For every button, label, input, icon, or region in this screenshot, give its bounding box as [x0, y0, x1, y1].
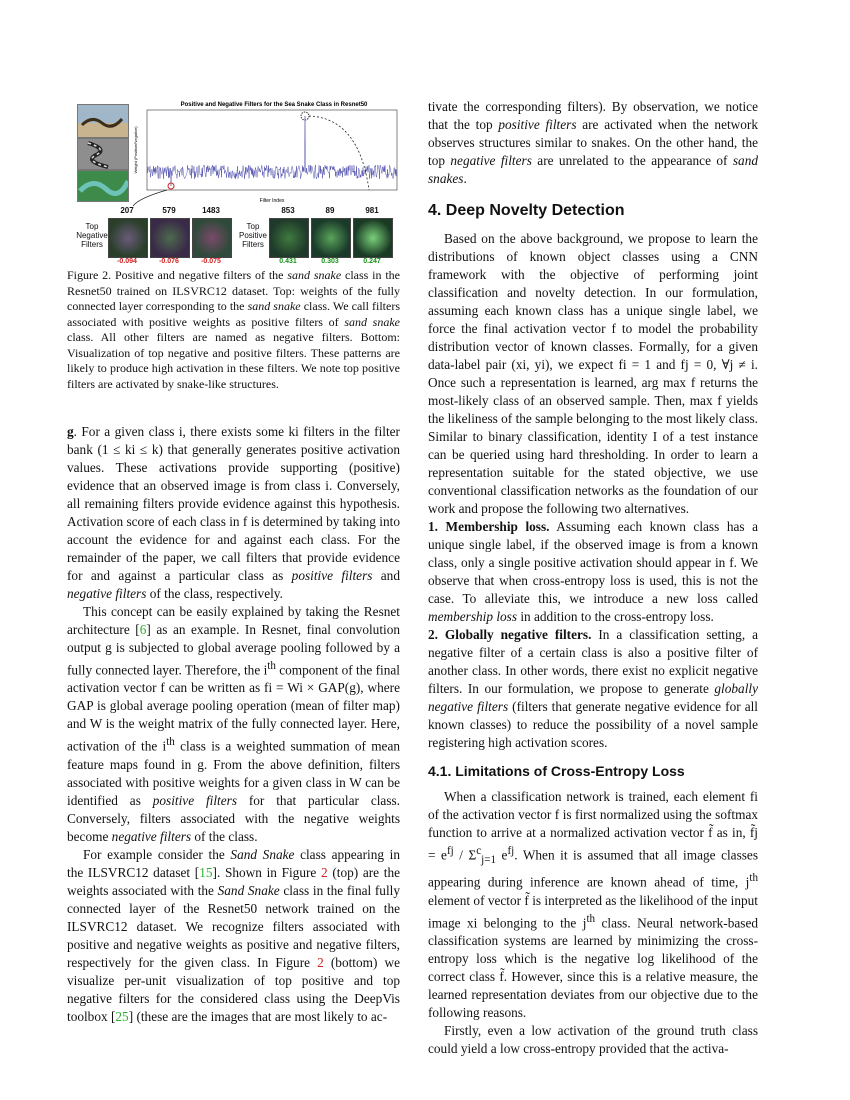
pos-filter-weight-1: 0.431	[279, 258, 297, 265]
neg-filter-index-1: 207	[120, 206, 134, 215]
neg-filter-index-2: 579	[162, 206, 176, 215]
pos-filter-index-1: 853	[281, 206, 295, 215]
neg-filter-visual-1	[108, 218, 148, 258]
neg-filter-index-3: 1483	[202, 206, 220, 215]
pos-filter-visual-1	[269, 218, 309, 258]
plot-title: Positive and Negative Filters for the Sea Snake Class in Resnet50	[180, 102, 368, 108]
neg-filter-weight-1: -0.094	[117, 258, 137, 265]
snake-photo-1	[77, 104, 129, 138]
citation-link[interactable]: 6	[139, 622, 147, 637]
snake-photo-3	[77, 170, 129, 202]
top-negative-label: Top Negative Filters	[76, 222, 108, 249]
citation-link[interactable]: 25	[115, 1008, 129, 1024]
figure-caption: Figure 2. Positive and negative filters of the sand snake class in the Resnet50 trained on ILSVRC12 dataset. Top: weights of the fully connected layer corresponding to the sand snake class. We call filters associated with positive weights as positive filters of sand snake class. All other filters are named as negative filters. Bottom: Visualization of top negative and positive filters. These patterns are likely to produce high activation in these filters. We note top positive filters are activated by snake-like structures.	[67, 268, 401, 391]
paragraph: When a classification network is trained, each element fi of the activation vector f is first normalized using the softmax function to arrive at a normalized activation vector f̃ as in, f̃j = $e^{fj} / \Sigma^c_{j=1}$ $e^{fj}$. When it is assumed that all image classes appearing during inference are known ahead of time, $j^{th}$ element of vector f̃ is interpreted as the likelihood of the input image xi belonging to the $j^{th}$ class. Neural network-based classification systems are learned by minimizing the cross-entropy loss which is the negative log likelihood of the correct class f̃. However, since this is a relative measure, the learned representation deviates from our objective due to the following reasons.	[428, 789, 758, 1020]
paragraph: Based on the above background, we propose to learn the distributions of known object classes using a CNN framework with the objective of performing joint classification and novelty detection. In our formulation, assuming each known class has a unique single label, we force the final activation vector f to model the probability distribution vector of known classes. Formally, for a given data-label pair (xi, yi), we expect fi = 1 and fj = 0, ∀j ≠ i. Once such a representation is learned, arg max f returns the most-likely class of an observed sample. Then, max f yields the likeliness of the sample belonging to the most likely class. Similar to binary classification, identity I of a test instance can be queried using hard thresholding. In order to learn a representation suitable for the stated objective, we use conventional classification networks as the foundation of our work and propose the following two alternatives.	[428, 231, 758, 516]
figure-link[interactable]: 2	[317, 954, 324, 970]
snake-photo-2	[77, 138, 129, 170]
left-column	[67, 423, 400, 1026]
citation-link[interactable]: 15	[199, 864, 213, 880]
right-column	[428, 98, 758, 1058]
paragraph: This concept can be easily explained by taking the Resnet architecture [6] as an example. In Resnet, final convolution output g is subjected to global average pooling followed by a fully connected layer. Therefore, the $i^{th}$ component of the final activation vector f can be written as fi = Wi × GAP(g), where GAP is global average pooling operation (mean of filter map) and W is the weight matrix of the fully connected layer. Here, activation of the $i^{th}$ class is a weighted summation of mean feature maps found in g. From the above definition, filters associated with positive weights for a given class in W can be identified as positive filters for that particular class. Conversely, filters associated with the negative weights become negative filters of the class.	[67, 604, 401, 844]
neg-filter-visual-2	[150, 218, 190, 258]
pos-filter-index-3: 981	[365, 206, 379, 215]
paragraph: For example consider the Sand Snake class appearing in the ILSVRC12 dataset [15]. Shown in Figure 2 (top) are the weights associated with the Sand Snake class in the final fully connected layer of the Resnet50 network trained on the ILSVRC12 dataset. We recognize filters associated with positive and negative weights as positive and negative filters, respectively for the given class. In Figure 2 (bottom) we visualize per-unit visualization of top positive and top negative filters for the considered class using the DeepVis toolbox [25] (these are the images that are most likely to ac-	[67, 846, 400, 1024]
pos-filter-weight-2: 0.303	[321, 258, 339, 265]
subsection-heading: 4.1. Limitations of Cross-Entropy Loss	[428, 763, 685, 779]
paragraph: g. For a given class i, there exists some ki filters in the filter bank (1 ≤ ki ≤ k) that generally generates positive activation values. These activations provide supporting (positive) evidence that an observed image is from class i. Conversely, all remaining filters provide evidence against this hypothesis. Activation score of each class in f is determined by taking into account the evidence for and against each class. For the remainder of the paper, we call filters that provide evidence for and against a particular class as positive filters and negative filters of the class, respectively.	[67, 424, 400, 601]
pos-filter-weight-3: 0.247	[363, 258, 381, 265]
weights-plot	[129, 98, 402, 208]
pos-filter-index-2: 89	[325, 206, 335, 215]
y-axis-label: Weight (Positive/Negative)	[133, 126, 138, 174]
neg-filter-weight-3: -0.075	[201, 258, 221, 265]
pos-filter-visual-3	[353, 218, 393, 258]
paragraph: Firstly, even a low activation of the ground truth class could yield a low cross-entropy provided that the activa-	[428, 1022, 758, 1056]
top-positive-label: Top Positive Filters	[238, 222, 267, 249]
figure-2	[67, 98, 402, 270]
neg-filter-visual-3	[192, 218, 232, 258]
pos-filter-visual-2	[311, 218, 351, 258]
x-axis-label: Filter Index	[259, 198, 285, 204]
paragraph: 2. Globally negative filters. In a classification setting, a negative filter of a certain class is also a positive filter of another class. In other words, there exist no explicit negative filters. In our formulation, we propose to generate globally negative filters (filters that generate negative evidence for all known classes) to reduce the possibility of a novel sample registering high activation scores.	[428, 627, 759, 750]
neg-filter-weight-2: -0.076	[159, 258, 179, 265]
section-heading: 4. Deep Novelty Detection	[428, 202, 625, 219]
figure-link[interactable]: 2	[320, 864, 328, 880]
paragraph: 1. Membership loss. Assuming each known class has a unique single label, if the observed image is from a known class, only a single positive activation should appear in f. We observe that when cross-entropy loss is used, this is not the case. To alleviate this, we introduce a new loss called membership loss in addition to the cross-entropy loss.	[428, 519, 759, 624]
paragraph: tivate the corresponding filters). By observation, we notice that the top positive filters are activated when the network observes structures similar to snakes. On the other hand, the top negative filters are unrelated to the appearance of sand snakes.	[428, 99, 758, 186]
